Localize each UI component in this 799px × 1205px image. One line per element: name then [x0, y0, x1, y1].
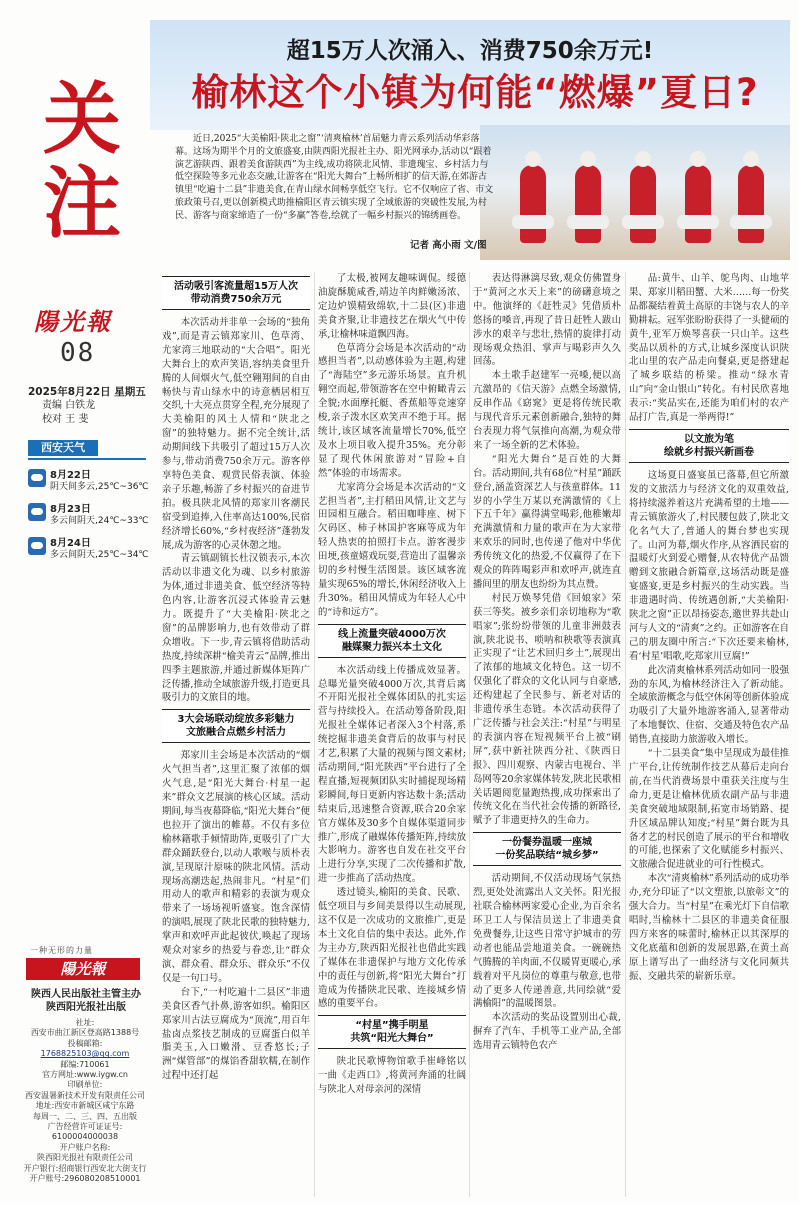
- paragraph: 此次清爽榆林系列活动如同一股强劲的东风,为榆林经济注入了新动能。全域旅游概念与低空休闲等创新体验成功吸引了大量外地游客涌入,显著带动了本地餐饮、住宿、交通及特色农产品销售,直接助力旅游收入增长。: [629, 664, 789, 746]
- paragraph: 透过镜头,榆阳的美食、民歌、低空项目与乡间美景得以生动展现,这不仅是一次成功的文旅推广,更是本土文化自信的集中表达。此外,作为主办方,陕西阳光报社也借此实践了媒体在非遗保护与地方文化传承中的责任与创新,将“阳光大舞台”打造成为传播陕北民歌、连接城乡情感的重要平台。: [318, 887, 466, 1010]
- weather-item: [28, 466, 153, 494]
- publisher-line: 陕西阳光报社出版: [46, 1002, 126, 1013]
- publisher-line: 陕西人民出版社主管主办: [31, 989, 141, 1000]
- info-line: 西安市曲江新区登高路1388号: [30, 1028, 140, 1038]
- paragraph: 郑家川主会场是本次活动的“烟火气担当者”,这里汇聚了浓郁的烟火气息,是“阳光大舞台·村星一起来”群众文艺展演的核心区域。活动期间,每当夜幕降临,“阳光大舞台”便也拉开了演出的帷幕。不仅有多位榆林籍歌手倾情助阵,更吸引了广大群众踊跃登台,以动人歌喉与质朴表演,呈现原汁原味的陕北风情。活动现场高潮迭起,热闹非凡。“村星”们用动人的歌声和精彩的表演为观众带来了一场场视听盛宴。饱含深情的演唱,展现了陕北民歌的独特魅力,掌声和欢呼声此起彼伏,唤起了现场观众对家乡的热爱与眷恋,让“群众演、群众看、群众乐、群众乐”不仅仅是一句口号。: [162, 750, 310, 984]
- article-column-3: [473, 272, 621, 1197]
- article-subtitle: 超15万人次涌入、消费750余万元!: [286, 38, 654, 64]
- paragraph: 了太极,被网友趣味调侃。绥德油旋酥脆咸香,靖边羊肉鲜嫩汤浓、定边炉馍精致绵软,十二县(区)非遗美食齐聚,让非遗技艺在烟火气中传承,让榆林味道飘四海。: [318, 273, 466, 340]
- section-title: 关 注: [42, 74, 121, 249]
- info-line: 西安温暑新技术开发有限责任公司: [25, 1090, 145, 1100]
- section-subhead: 一份餐券温暖一座城 一份奖品联结“城乡梦”: [473, 832, 621, 866]
- article-column-4: [629, 272, 789, 1197]
- article-photo: [480, 125, 790, 260]
- newspaper-logo: 陽光報: [34, 307, 112, 336]
- info-line: 开户账户名称:: [59, 1142, 111, 1152]
- info-line: 地址:西安市新城区咸宁东路: [35, 1101, 135, 1111]
- column-divider: [314, 272, 315, 1197]
- info-line: 社址:: [75, 1018, 95, 1027]
- paragraph: 本土歌手赵建军一亮嗓,便以高亢激昂的《信天游》点燃全场激情,反串作品《窈窕》更是将传统民歌与现代音乐元素创新融合,独特的舞台表现力将气氛推向高潮,为观众带来了一场全新的艺术体验。: [473, 370, 621, 451]
- sidebar: [0, 0, 158, 1205]
- publisher-info: [24, 988, 148, 1014]
- paragraph: 台下,“一村吃遍十二县区”非遗美食区香气扑鼻,游客如织。榆阳区郑家川古法豆腐成为“顶流”,用百年盐卤点浆技艺制成的豆腐蛋白似羊脂美玉,入口嫩滑、豆香悠长;子洲“煤管部”的煤馅香甜软糯,在制作过程中还打起: [162, 986, 310, 1082]
- email-link[interactable]: 1768825103@qq.com: [40, 1049, 130, 1059]
- info-line: 广告经营许可证证号:: [47, 1122, 123, 1132]
- article-title: 榆林这个小镇为何能“燃爆”夏日?: [191, 71, 759, 114]
- section-subhead: 3大会场联动绽放多彩魅力 文旅融合点燃乡村活力: [162, 709, 310, 743]
- weather-item: [28, 534, 153, 562]
- article-lead: 近日,2025“大美榆阳·陕北之窗”‘清爽榆林’首届魅力青云系列活动华彩落幕。这场为期半个月的文旅盛宴,由陕西阳光报社主办、阳光网承办,活动以“跟着演艺游陕西、跟着美食游陕西”为主线,成功将陕北风情、非遗瑰宝、乡村活力与低空探险等多元业态交融,让游客在“阳光大舞台”上畅所相扩的信天游,在郊游古镇里“吃遍十二县”非遗美食,在青山绿水间畅享低空飞行。它不仅响应了省、市文旅政策号召,更以创新模式助推榆阳区青云镇实现了全域旅游的突破性发展,为村民、游客与商家缔造了一份“多赢”答卷,绘就了一幅乡村振兴的锦绣画卷。: [175, 134, 494, 221]
- info-line: 每周一、二、三、四、五出版: [33, 1111, 137, 1121]
- weather-divider: [28, 458, 146, 460]
- newspaper-logo-secondary: 陽光報: [26, 958, 140, 980]
- weather-desc: 多云间阴天,25℃~34℃: [50, 550, 149, 560]
- paragraph: 品:黄牛、山羊、鸵鸟肉、山地苹果、郑家川稻田蟹、大米……每一份奖品都凝结着黄土高原的丰饶与农人的辛勤耕耘。冠军张盼盼获得了一头健硕的黄牛,亚军万焕琴喜获一只山羊。这些奖品以质朴的方式,让城乡深度认识陕北山里的农产品走向餐桌,更是搭建起了城乡联结的桥梁。推动“绿水青山”向“金山银山”转化。有村民欣喜地表示:“奖品实在,还能为咱们村的农产品打广告,真是一举两得!”: [629, 273, 789, 424]
- column-divider: [625, 272, 626, 1197]
- paragraph: 活动期间,不仅活动现场气氛热烈,更处处流露出人文关怀。阳光报社联合榆林两家爱心企业,为百余名环卫工人与保洁员送上了非遗美食免费餐券,让这些日常守护城市的劳动者也能品尝地道美食。一碗碗热气腾腾的羊肉面,不仅暖胃更暖心,承载着对平凡岗位的尊重与敬意,也带动了更多人传递善意,共同绘就“爱满榆阳”的温暖图景。: [473, 873, 621, 1010]
- paragraph: 陕北民歌博物馆歌手崔峰铭以一曲《走西口》,将黄河奔涌的壮阔与陕北人对母亲河的深情: [318, 1056, 466, 1096]
- info-line: 邮编:710061: [60, 1059, 110, 1069]
- info-line: 6100004000038: [51, 1132, 119, 1142]
- paragraph: 尤家湾分会场是本次活动的“文艺担当者”,主打稻田风情,让文艺与田园相互融合。稻田咖啡座、树下欠码区、柿子林国护客麻等成为年轻人热衷的拍照打卡点。游客漫步田埂,孩童嬉戏玩耍,营造出了温馨亲切的乡村慢生活图景。该区域客流量实现65%的增长,休闲经济收入上升30%。稻田风情成为年轻人心中的“诗和远方”。: [318, 481, 466, 618]
- weather-date: 8月22日: [50, 470, 91, 481]
- issue-meta: [28, 385, 148, 427]
- cloud-icon: [28, 503, 46, 521]
- info-line: 陕西阳光报社有限责任公司: [37, 1153, 133, 1163]
- section-subhead: 线上流量突破4000万次 融媒聚力振兴本土文化: [318, 624, 466, 658]
- editor: 责编 白铁龙: [42, 400, 96, 411]
- paragraph: “阳光大舞台”是百姓的大舞台。活动期间,共有68位“村星”踊跃登台,涵盖资深艺人与孩童群体。11岁的小学生万某以充满激情的《上下五千年》赢得满堂喝彩,他稚嫩却充满激情和力量的歌声在为大家带来欢乐的同时,也传递了他对中华优秀传统文化的热爱,不仅赢得了在下观众的阵阵喝彩声和欢呼声,就连直播间里的朋友也纷纷为其点赞。: [473, 453, 621, 590]
- proofreader: 校对 王 斐: [42, 414, 89, 425]
- column-divider: [469, 272, 470, 1197]
- paragraph: 这场夏日盛宴虽已落幕,但它所激发的文旅活力与经济文化的双重效益,将持续滋养着这片充满希望的土地——青云镇旅游火了,村民腰包鼓了,陕北文化名气大了,普通人的舞台梦也实现了。山河为幕,烟火作序,从容洒民宿的温暖灯火到爱心赠餐,从农特优产品馈赠到文旅融合新篇章,这场活动既是盛宴盛宴,更是乡村振兴的生动实践。当非遗遇时尚、传统遇创新,“大美榆阳·陕北之窗”正以昂扬姿态,邀世界共赴山河与人文的“清爽”之约。正如游客在自己的朋友圈中所言:“下次还要来榆林,看‘村星’唱歌,吃郑家川豆腐!”: [629, 469, 789, 662]
- slogan: 一种无形的力量: [30, 946, 93, 955]
- cloud-icon: [28, 537, 46, 555]
- section-subhead: “村星”携手明星 共筑“阳光大舞台”: [318, 1015, 466, 1049]
- dancer-figure: [738, 165, 764, 243]
- paragraph: 本次活动并非单一会场的“独角戏”,而是青云镇郑家川、色草湾、尤家湾三地联动的“大合唱”。阳光大舞台上的欢声笑语,容纳美食里升腾的人间烟火气,低空翱翔间的自由畅快与青山绿水中的诗意栖居相互交织,十大亮点贯穿全程,充分展现了大美榆阳的风土人情和“陕北之窗”的独特魅力。据不完全统计,活动期间线下共吸引了超过15万人次参与,带动消费750余万元。游客停享特色美食、观赏民俗表演、体验亲子乐趣,畅游了乡村振兴的奋进节拍。极具陕北风情的郑家川客潮民宿受到追捧,入住率高达100%,民宿经济增长60%,“乡村夜经济”蓬勃发展,成为游客的心灵休憩之地。: [162, 317, 310, 551]
- weather-desc: 阴天间多云,25℃~36℃: [50, 482, 149, 492]
- weather-title: 西安天气: [28, 440, 98, 456]
- masthead-info: [18, 1018, 152, 1185]
- weather-date: 8月23日: [50, 504, 91, 515]
- info-line: 印刷单位:: [67, 1080, 103, 1090]
- website-link[interactable]: 官方网址:www.iygw.cn: [42, 1070, 128, 1080]
- weather-date: 8月24日: [50, 538, 91, 549]
- cloud-icon: [28, 469, 46, 487]
- paragraph: 本次“清爽榆林”系列活动的成功举办,充分印证了“以文塑旅,以旅彰文”的强大合力。当“村星”在乘光灯下自信歌唱时,当榆林十二县区的非遗美食征服四方来客的味蕾时,榆林正以其深厚的文化底蕴和创新的发展思路,在黄土高原上谱写出了一曲经济与文化同频共振、交融共荣的崭新乐章。: [629, 873, 789, 982]
- dancer-figure: [520, 165, 546, 243]
- paragraph: 本次活动线上传播成效显著。总曝光量突破4000万次,其背后离不开阳光报社全媒体团队的扎实运营与持续投入。在活动筹备阶段,阳光报社全媒体记者深入3个村落,系统挖掘非遗美食背后的故事与村民才艺,积累了大量的视频与图文素材;活动期间,“阳光陕西”平台进行了全程直播,短视频团队实时捕捉现场精彩瞬间,每日更新内容达数十条;活动结束后,迅速整合资源,联合20余家官方媒体及30多个自媒体渠道同步推广,形成了融媒体传播矩阵,持续放大影响力。游客也自发在社交平台上进行分享,实现了二次传播和扩散,进一步推高了活动热度。: [318, 664, 466, 885]
- paragraph: 本次活动的奖品设置别出心裁,摒弃了汽车、手机等工业产品,全部选用青云镇特色农产: [473, 1012, 621, 1052]
- info-line: 开户银行:招商银行西安北大街支行: [23, 1163, 147, 1173]
- dancer-figure: [685, 165, 711, 243]
- info-line: 开户账号:296080208510001: [29, 1174, 141, 1184]
- paragraph: 青云镇副镇长杜汉锁表示,本次活动以非遗文化为魂、以乡村旅游为体,通过非遗美食、低空经济等特色内容,让游客沉浸式体验青云魅力。既提升了“大美榆阳·陕北之窗”的品牌影响力,也有效带动了群众增收。下一步,青云镇将借助活动热度,持续深耕“榆美青云”品牌,推出四季主题旅游,并通过新媒体矩阵广泛传播,推动全域旅游升级,打造更具吸引力的文旅目的地。: [162, 553, 310, 704]
- paragraph: “十二县美食”集中呈现成为最佳推广平台,让传统制作技艺从幕后走向台前,在当代消费场景中重获关注度与生命力,更是让榆林优质农副产品与非遗美食突破地域限制,拓宽市场销路、提升区域品牌认知度;“村星”舞台既为具备才艺的村民创造了展示的平台和增收的可能,也探索了文化赋能乡村振兴、文旅融合促进就业的可行性模式。: [629, 748, 789, 871]
- paragraph: 色草湾分会场是本次活动的“动感担当者”,以动感体验为主题,构建了“海陆空”多元游乐场景。直升机翱空而起,带领游客在空中俯瞰青云全貌;水面摩托艇、香蕉船等竞速穿梭,亲子泼水区欢笑声不绝于耳。据统计,该区域客流量增长70%,低空及水上项目收入提升35%。充分彰显了现代休闲旅游对“冒险+自然”体验的市场需求。: [318, 342, 466, 479]
- weather-item: [28, 500, 153, 528]
- page-number: 08: [60, 338, 96, 368]
- section-subhead: 以文旅为笔 绘就乡村振兴新画卷: [629, 429, 789, 463]
- info-line: 投稿邮箱:: [67, 1038, 103, 1048]
- dancer-figure: [575, 165, 601, 243]
- section-subhead: 活动吸引客流量超15万人次 带动消费750余万元: [162, 276, 310, 310]
- byline: 记者 高小雨 文/图: [410, 240, 487, 251]
- weather-desc: 多云间阴天,24℃~33℃: [50, 516, 149, 526]
- article-column-1: [162, 272, 310, 1197]
- article-column-2: [318, 272, 466, 1197]
- issue-date: 2025年8月22日 星期五: [28, 386, 146, 398]
- paragraph: 表达得淋漓尽致,观众仿佛置身于“黄河之水天上来”的磅礴意境之中。他演绎的《赶牲灵》凭借质朴悠扬的嗓音,再现了昔日赶牲人跋山涉水的艰辛与悲壮,热情的旋律打动现场观众热泪、掌声与喝彩声久久回荡。: [473, 273, 621, 368]
- paragraph: 村民万焕琴凭借《回娘家》荣获三等奖。被乡亲们亲切地称为“歌唱家”;张纷纷带领的儿童非洲鼓表演,陕北说书、唢呐和秧歌等表演真正实现了“让艺术回归乡土”,展现出了浓郁的地域文化特色。这一切不仅强化了群众的文化认同与自豪感,还构建起了全民参与、新老对话的非遗传承生态链。本次活动获得了广泛传播与社会关注:“村星”与明星的表演内容在短视频平台上被“刷屏”,获中新社陕西分社、《陕西日报》、四川观察、内蒙古电视台、半岛网等20余家媒体转发,陕北民歌相关话题阅览量跑热搜,成功探索出了传统文化在当代社会传播的新路径,赋予了非遗更持久的生命力。: [473, 592, 621, 827]
- dancer-figure: [630, 165, 656, 243]
